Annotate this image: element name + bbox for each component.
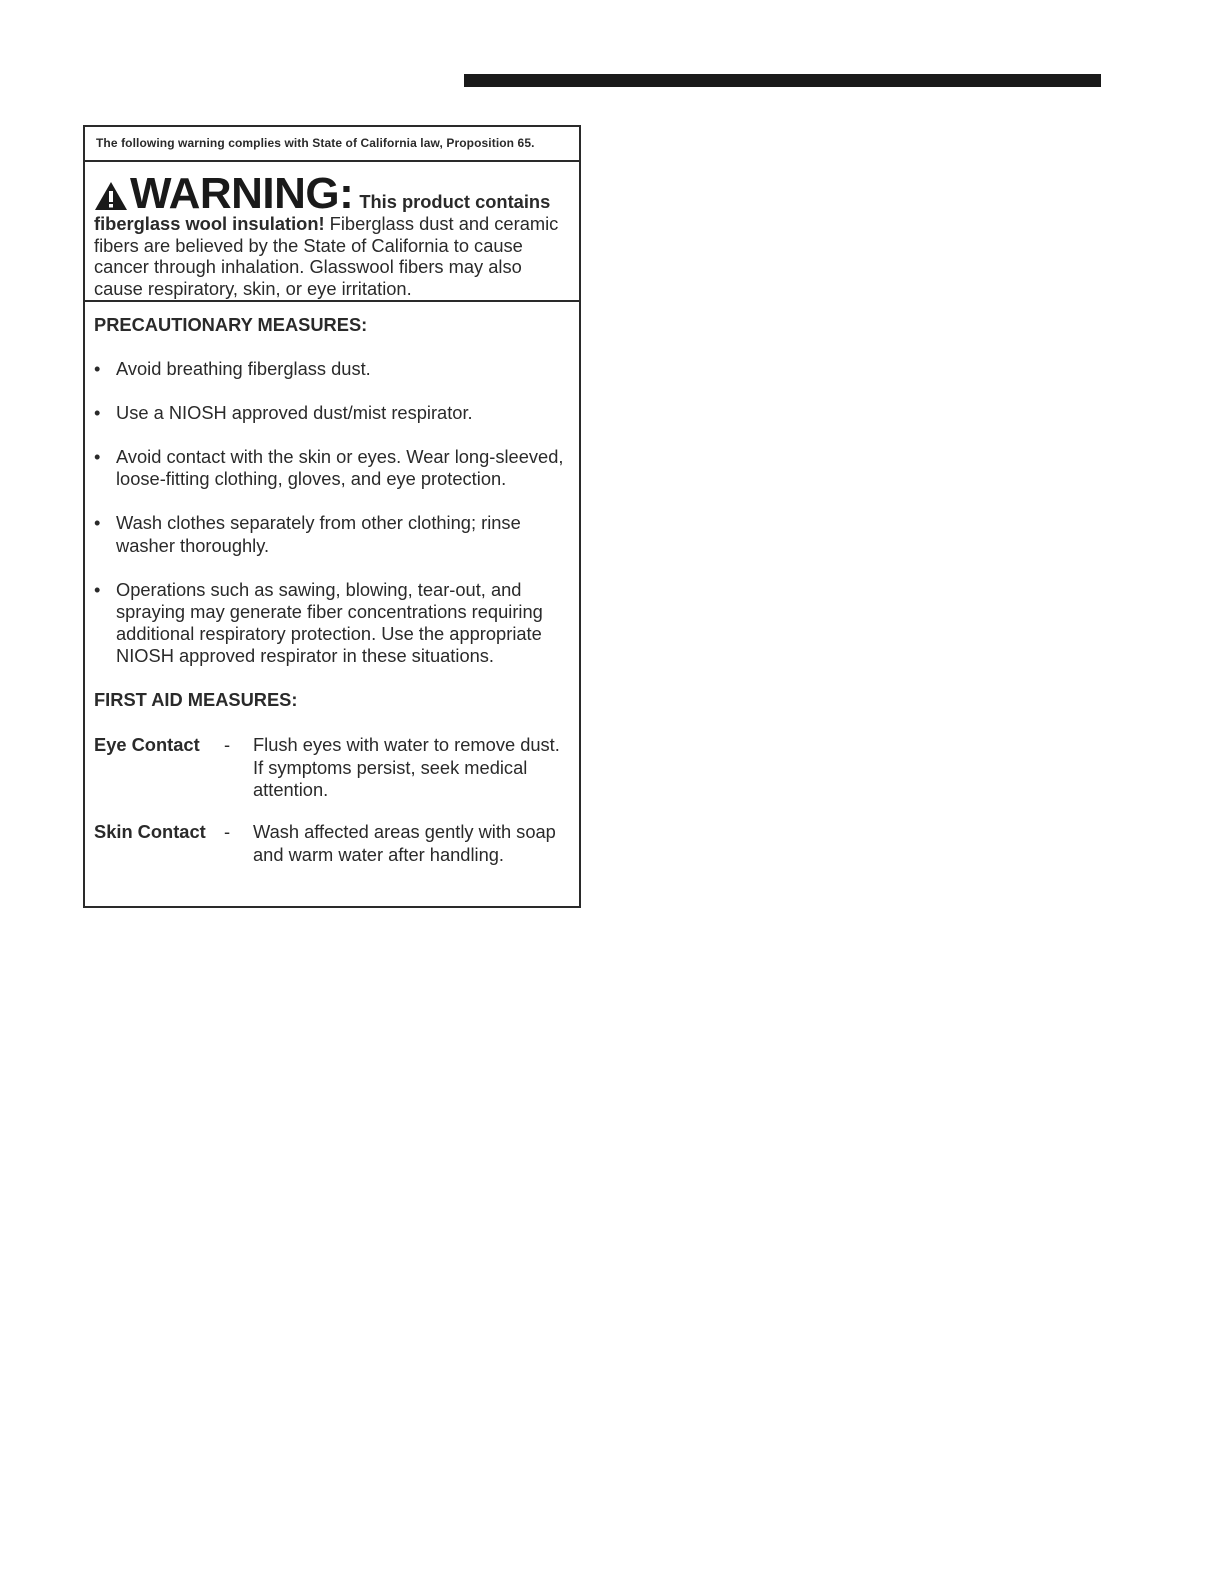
warning-triangle-icon — [94, 181, 128, 211]
aid-label: Eye Contact — [94, 734, 200, 756]
warning-body — [94, 213, 573, 299]
precaution-item: • Avoid breathing fiberglass dust. — [94, 358, 573, 380]
warning-body-text: Fiberglass dust and ceramic fibers are believed by the State of California to cause cancer through inhalation. Glasswool fibers may also cause respiratory, skin, or eye irritation. — [94, 213, 559, 299]
aid-text: Flush eyes with water to remove dust. If symptoms persist, seek medical attention. — [253, 734, 560, 800]
warning-title: WARNING: — [130, 169, 354, 218]
precaution-item: • Use a NIOSH approved dust/mist respirator. — [94, 402, 573, 424]
precautionary-heading: PRECAUTIONARY MEASURES: — [94, 314, 368, 335]
first-aid-heading: FIRST AID MEASURES: — [94, 689, 298, 711]
measures-section — [85, 302, 579, 866]
first-aid-row-eye — [94, 734, 573, 801]
precautionary-list — [94, 358, 573, 668]
precaution-item: • Avoid contact with the skin or eyes. Wear long-sleeved, loose-fitting clothing, gloves, and eye protection. — [94, 446, 573, 491]
aid-dash: - — [224, 821, 231, 843]
precaution-item: • Operations such as sawing, blowing, tear-out, and spraying may generate fiber concentrations requiring additional respiratory protection. Use the appropriate NIOSH approved respirator in these situations. — [94, 579, 573, 668]
compliance-note: The following warning complies with State of California law, Proposition 65. — [85, 127, 579, 162]
precaution-item: • Wash clothes separately from other clothing; rinse washer thoroughly. — [94, 512, 573, 557]
header-rule — [464, 74, 1101, 87]
aid-dash: - — [224, 734, 231, 756]
warning-bold-text: fiberglass wool insulation! — [94, 213, 325, 234]
aid-label: Skin Contact — [94, 821, 206, 843]
warning-section — [85, 162, 579, 302]
warning-lead: This product contains — [359, 190, 551, 212]
aid-text: Wash affected areas gently with soap and warm water after handling. — [253, 821, 556, 865]
warning-headline — [94, 168, 573, 216]
first-aid-row-skin — [94, 821, 573, 866]
prop65-warning-box — [83, 125, 581, 908]
